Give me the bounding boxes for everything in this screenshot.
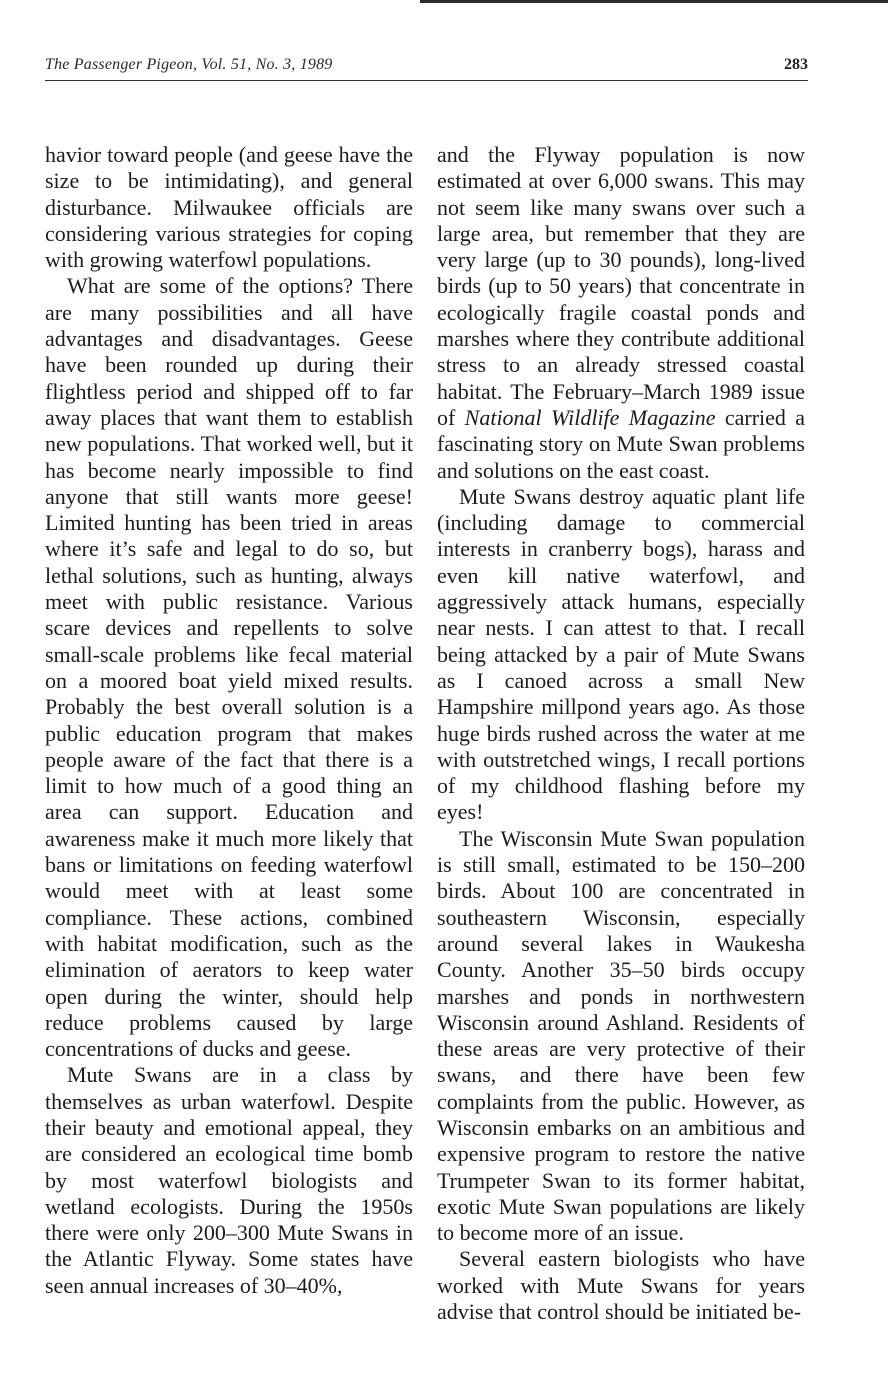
- paragraph-wisconsin-population: The Wisconsin Mute Swan population is still small, estimated to be 150–200 birds. About 100 are concentrated in southeastern Wisconsin, especially around several lakes in Waukesha County. Another 35–50 birds occupy marshes and ponds in northwestern Wisconsin around Ashland. Residents of these areas are very protective of their swans, and there have been few complaints from the public. However, as Wisconsin embarks on an ambitious and expensive program to restore the native Trumpeter Swan to its former habitat, exotic Mute Swan populations are likely to become more of an issue.: [437, 825, 805, 1246]
- top-edge-rule: [420, 0, 888, 3]
- paragraph-options: What are some of the options? There are many possibilities and all have advantages and disadvantages. Geese have been rounded up during their flightless period and shipped off to far away places that want them to establish new populations. That worked well, but it has become nearly impossible to find anyone that still wants more geese! Limited hunting has been tried in areas where it’s safe and legal to do so, but lethal solutions, such as hunting, always meet with public resistance. Various scare devices and repellents to solve small-scale problems like fecal material on a moored boat yield mixed results. Probably the best overall solution is a public education program that makes people aware of the fact that there is a limit to how much of a good thing an area can support. Education and awareness make it much more likely that bans or limitations on feeding waterfowl would meet with at least some compliance. These actions, combined with habitat modification, such as the elimination of aerators to keep water open during the winter, should help reduce problems caused by large concentrations of ducks and geese.: [45, 273, 413, 1062]
- paragraph-continued: havior toward people (and geese have the size to be intimidating), and general disturbance. Milwaukee officials are considering various strategies for coping with growing waterfowl populations.: [45, 142, 413, 273]
- flyway-text-b: carried a fascinating story on Mute Swan problems and solutions on the east coast.: [437, 404, 806, 483]
- running-header: [45, 56, 808, 81]
- paragraph-mute-swans-intro: Mute Swans are in a class by themselves as urban waterfowl. Despite their beauty and emotional appeal, they are considered an ecological time bomb by most waterfowl biologists and wetland ecologists. During the 1950s there were only 200–300 Mute Swans in the Atlantic Flyway. Some states have seen annual increases of 30–40%,: [45, 1062, 413, 1298]
- paragraph-swan-damage: Mute Swans destroy aquatic plant life (including damage to commercial interests in cranberry bogs), harass and even kill native waterfowl, and aggressively attack humans, especially near nests. I can attest to that. I recall being attacked by a pair of Mute Swans as I canoed across a small New Hampshire millpond years ago. As those huge birds rushed across the water at me with outstretched wings, I recall portions of my childhood flashing before my eyes!: [437, 483, 805, 825]
- journal-citation: The Passenger Pigeon, Vol. 51, No. 3, 1989: [45, 56, 333, 73]
- paragraph-flyway-population: [437, 142, 805, 484]
- flyway-text-a: and the Flyway population is now estimated at over 6,000 swans. This may not seem like many swans over such a large area, but remember that they are very large (up to 30 pounds), long-lived birds (up to 50 years) that concentrate in ecologically fragile coastal ponds and marshes where they contribute additional stress to an already stressed coastal habitat. The February–March 1989 issue of: [437, 142, 805, 430]
- page-number: 283: [784, 56, 808, 73]
- left-column: [45, 142, 413, 1299]
- magazine-title: National Wildlife Magazine: [464, 404, 716, 430]
- paragraph-eastern-biologists: Several eastern biologists who have worked with Mute Swans for years advise that control should be initiated be-: [437, 1246, 805, 1325]
- right-column: [437, 142, 805, 1325]
